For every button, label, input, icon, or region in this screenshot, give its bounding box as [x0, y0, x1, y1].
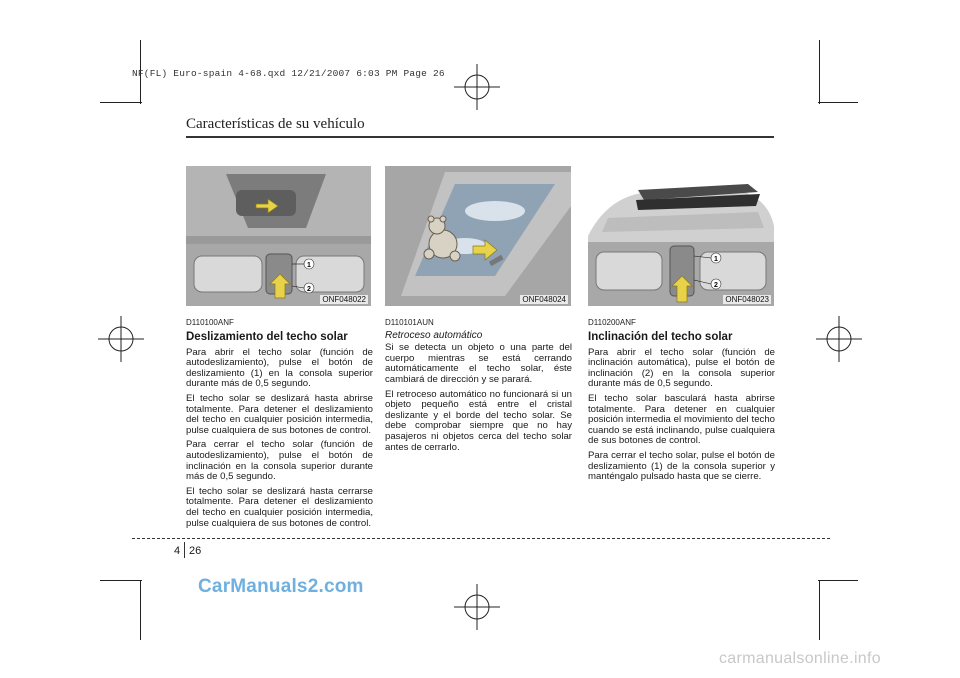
paragraph: El techo solar se deslizará hasta cerrarse totalmente. Para detener el deslizamiento del techo en cualquier posición intermedia, pulse cualquiera de sus botones de control.: [186, 485, 373, 529]
section-code: D110101AUN: [385, 318, 434, 327]
callout-1: 1: [307, 262, 311, 269]
paragraph: El techo solar basculará hasta abrirse totalmente. Para detener en cualquier posición intermedia el movimiento del techo cuando se está inclinando, pulse cualquiera de sus botones de control.: [588, 392, 775, 447]
figure-slide-button: [186, 166, 371, 306]
figure-label: ONF048024: [522, 295, 566, 304]
paragraph: El retroceso automático no funcionará si un objeto pequeño está entre el cristal deslizante y el borde del techo solar. Se debe comprobar siempre que no hay pasajeros ni objetos cerca del techo solar antes de cerrarlo.: [385, 388, 572, 453]
title-rule: [186, 136, 774, 138]
crop-mark: [100, 102, 142, 103]
figure-tilt-button: [588, 166, 774, 306]
page-number: 26: [189, 545, 202, 557]
callout-1: 1: [714, 256, 718, 263]
column-slide: [186, 318, 373, 533]
paragraph: Para cerrar el techo solar (función de autodeslizamiento), pulse el botón de inclinación en la consola superior durante más de 0,5 segundo.: [186, 439, 373, 483]
crop-mark: [100, 580, 142, 581]
callout-2: 2: [714, 282, 718, 289]
paragraph: Para cerrar el techo solar, pulse el botón de deslizamiento (1) de la consola superior y manténgalo pulsado hasta que se cierre.: [588, 449, 775, 483]
registration-target-icon: [454, 64, 500, 110]
column-tilt: [588, 318, 775, 487]
figure-label: ONF048023: [725, 295, 769, 304]
column-auto-reverse: [385, 318, 572, 457]
section-code: D110200ANF: [588, 318, 636, 327]
crop-mark: [818, 102, 858, 103]
paragraph: Para abrir el techo solar (función de autodeslizamiento), pulse el botón de deslizamiento (1) en la consola superior durante más de 0,5 segundo.: [186, 346, 373, 390]
figure-label: ONF048022: [322, 295, 366, 304]
watermark-carmanualsonline[interactable]: carmanualsonline.info: [719, 650, 881, 667]
page-divider: [184, 542, 185, 558]
section-title: Características de su vehículo: [186, 116, 365, 132]
watermark-carmanuals2[interactable]: CarManuals2.com: [198, 576, 364, 597]
figure-auto-reverse: [385, 166, 571, 306]
section-code: D110100ANF: [186, 318, 234, 327]
crop-mark: [140, 580, 141, 640]
registration-target-icon: [454, 584, 500, 630]
registration-target-icon: [816, 316, 862, 362]
section-heading: Retroceso automático: [385, 329, 483, 341]
footer-rule: [132, 538, 830, 539]
section-heading: Inclinación del techo solar: [588, 330, 733, 343]
registration-target-icon: [98, 316, 144, 362]
crop-mark: [818, 580, 858, 581]
paragraph: Para abrir el techo solar (función de inclinación automática), pulse el botón de inclinación (2) en la consola superior durante más de 0,5 segundo.: [588, 346, 775, 390]
crop-mark: [819, 580, 820, 640]
callout-2: 2: [307, 286, 311, 293]
paragraph: El techo solar se deslizará hasta abrirse totalmente. Para detener el deslizamiento del techo en cualquier posición intermedia, pulse cualquiera de sus botones de control.: [186, 392, 373, 436]
print-header: NF(FL) Euro-spain 4-68.qxd 12/21/2007 6:03 PM Page 26: [132, 68, 445, 79]
crop-mark: [819, 40, 820, 104]
section-heading: Deslizamiento del techo solar: [186, 330, 348, 343]
paragraph: Si se detecta un objeto o una parte del cuerpo mientras se está cerrando automáticamente el techo solar, éste cambiará de dirección y se parará.: [385, 342, 572, 385]
chapter-number: 4: [174, 545, 181, 557]
